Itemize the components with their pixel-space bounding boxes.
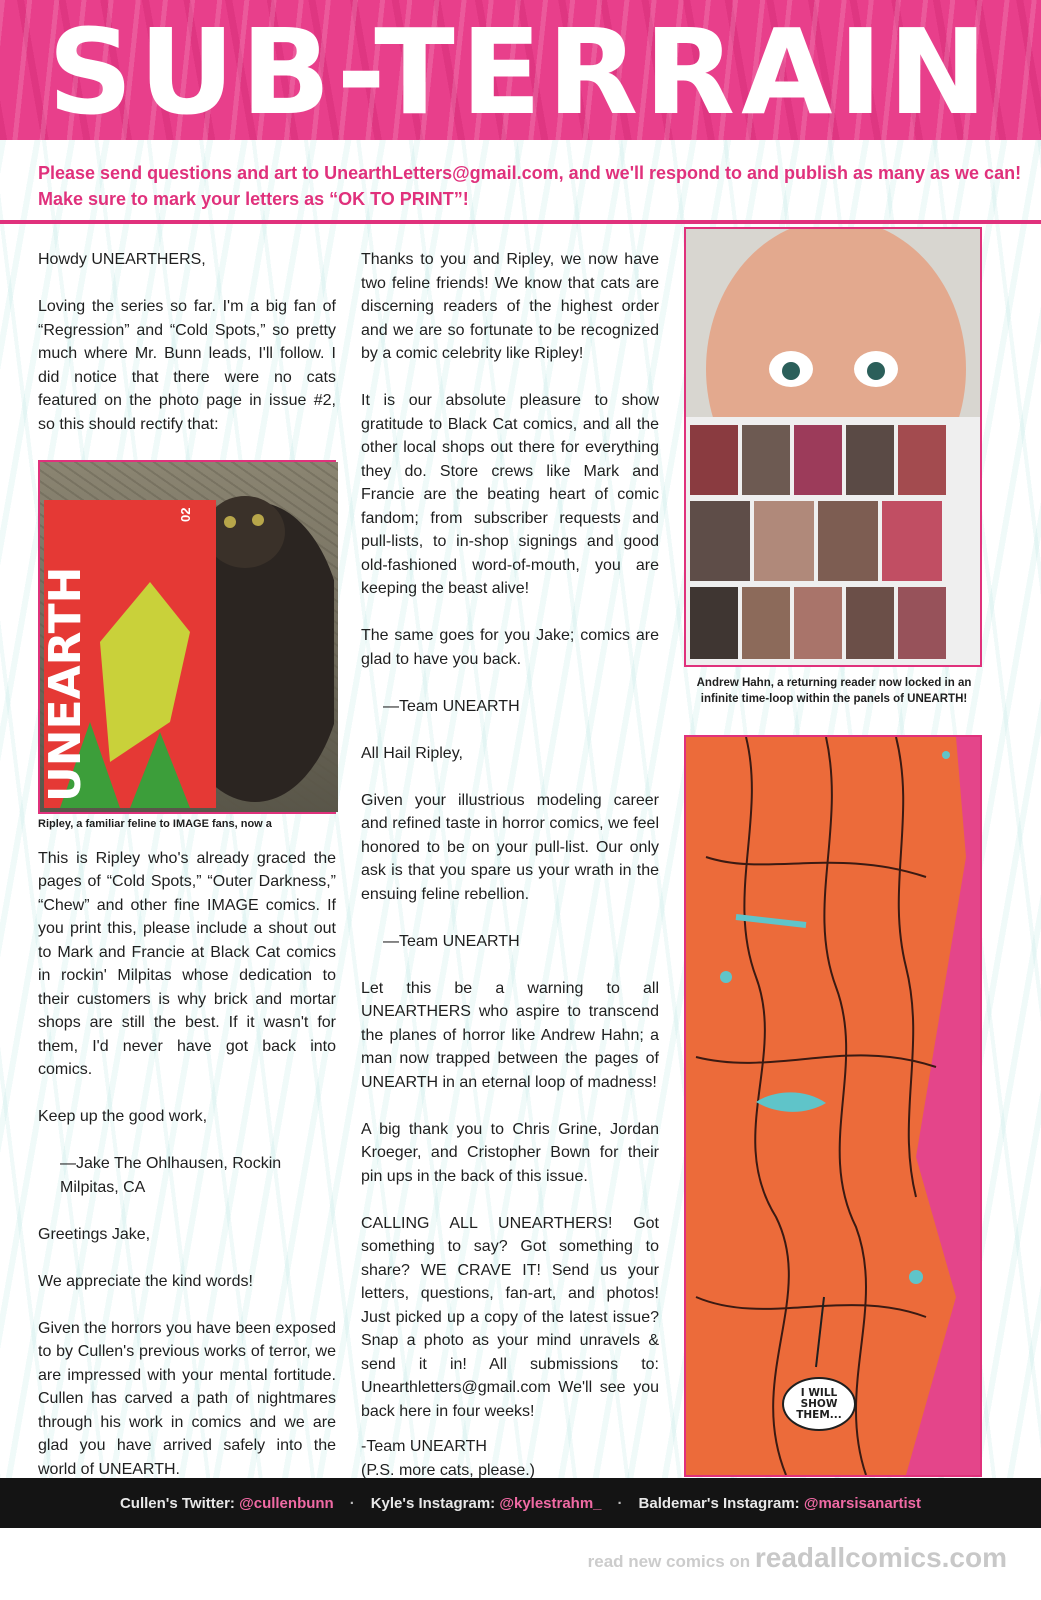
- watermark-site-name: readallcomics.com: [754, 1542, 1007, 1573]
- reply-paragraph: Let this be a warning to all UNEARTHERS who aspire to transcend the planes of horror like Andrew Hahn; a man now trapped between the pages of UNEARTH in an eternal loop of madness!: [361, 979, 659, 1091]
- instagram-label: Baldemar's Instagram:: [638, 1494, 800, 1512]
- reply-greeting: Greetings Jake,: [38, 1225, 151, 1243]
- letter-greeting: All Hail Ripley,: [361, 744, 463, 762]
- watermark-small-text: read new comics on: [587, 1552, 751, 1571]
- reply-paragraph: Thanks to you and Ripley, we now have two feline friends! We know that cats are discerning readers of the highest order and we are so fortunate to be recognized by a comic celebrity like Ripley!: [361, 251, 659, 362]
- speech-bubble: [782, 1377, 856, 1431]
- site-watermark: [588, 1542, 1007, 1574]
- closing-signature: -Team UNEARTH: [361, 1438, 487, 1455]
- instagram-label: Kyle's Instagram:: [370, 1494, 496, 1512]
- submission-info: [38, 160, 1022, 212]
- twitter-credit: [120, 1495, 334, 1512]
- letters-column-1: [38, 248, 336, 1505]
- reply-paragraph: Given the horrors you have been exposed to by Cullen's previous works of terror, we are impressed with your mental fortitude. Cullen has carved a path of nightmares through his work in comics and we are glad you have arrived safely into the world of UNEARTH.: [38, 1319, 336, 1478]
- social-footer: [0, 1478, 1041, 1528]
- submission-line-1: Please send questions and art to UnearthLetters@gmail.com, and we'll respond to and publish as many as we can!: [38, 163, 1022, 183]
- letter-paragraph: Loving the series so far. I'm a big fan of “Regression” and “Cold Spots,” so pretty much where Mr. Bunn leads, I'll follow. I did notice that there were no cats featured on the photo page in issue #2, so this should rectify that:: [38, 298, 336, 433]
- instagram-handle[interactable]: @marsisanartist: [803, 1494, 922, 1512]
- speech-bubble-line: THEM...: [796, 1408, 842, 1421]
- letters-column-2: [361, 248, 659, 1506]
- reply-paragraph: A big thank you to Chris Grine, Jordan Kroeger, and Cristopher Bown for their pin ups in the back of this issue.: [361, 1120, 659, 1185]
- submission-line-2: Make sure to mark your letters as “OK TO PRINT”!: [38, 189, 469, 209]
- footer-separator: ·: [349, 1494, 355, 1512]
- instagram-credit-kyle: [371, 1495, 602, 1512]
- instagram-credit-baldemar: [639, 1495, 922, 1512]
- creature-face-illustration: [686, 737, 980, 1475]
- cat-photo-frame: [38, 460, 336, 814]
- cat-with-comic-illustration: [40, 462, 334, 808]
- reply-paragraph: The same goes for you Jake; comics are glad to have you back.: [361, 627, 659, 668]
- letter-greeting: Howdy UNEARTHERS,: [38, 251, 206, 268]
- reader-with-comic-illustration: [686, 229, 980, 665]
- reply-paragraph: It is our absolute pleasure to show gratitude to Black Cat comics, and all the other local shops out there for everything they do. Store crews like Mark and Francie are the beating heart of comic fandom; from subscriber requests and pull-lists, to in-shop signings and good old-fashioned word-of-mouth, you are keeping the beast alive!: [361, 392, 659, 597]
- comic-art-panel: [684, 735, 982, 1477]
- call-to-action: CALLING ALL UNEARTHERS! Got something to say? Got something to share? WE CRAVE IT! Send us your letters, questions, fan-art, and photos! Just picked up a copy of the latest issue? Snap a photo as your mind unravels & send it in! All submissions to: Unearthletters@gmail.com We'll see you back here in four weeks!: [361, 1214, 659, 1420]
- letter-paragraph: This is Ripley who's already graced the pages of “Cold Spots,” “Outer Darkness,” “Chew” and other fine IMAGE comics. If you print this, please include a shout out to Mark and Francie at Black Cat comics in rockin' Milpitas whose dedication to their customers is why brick and mortar shops are still the best. If it wasn't for them, I'd never have got back into comics.: [38, 849, 336, 1078]
- masthead-banner: [0, 0, 1041, 140]
- instagram-handle[interactable]: @kylestrahm_: [499, 1494, 602, 1512]
- reply-paragraph: Given your illustrious modeling career and refined taste in horror comics, we feel honored to be on your pull-list. Our only ask is that you spare us your wrath in the ensuing feline rebellion.: [361, 791, 659, 903]
- reader-photo-caption: Andrew Hahn, a returning reader now locked in an infinite time-loop within the panels of UNEARTH!: [696, 677, 972, 705]
- reply-signature: —Team UNEARTH: [383, 932, 520, 950]
- reader-photo: [684, 227, 982, 667]
- letter-signature: —Jake The Ohlhausen, Rockin Milpitas, CA: [60, 1155, 282, 1196]
- cover-title: UNEARTH: [40, 566, 91, 802]
- twitter-label: Cullen's Twitter:: [119, 1494, 235, 1512]
- footer-separator: ·: [617, 1494, 623, 1512]
- reply-signature: —Team UNEARTH: [383, 697, 520, 715]
- twitter-handle[interactable]: @cullenbunn: [239, 1494, 334, 1512]
- header-divider: [0, 220, 1041, 224]
- letter-closing: Keep up the good work,: [38, 1108, 208, 1125]
- speech-bubble-line: SHOW: [800, 1397, 838, 1410]
- cover-issue-number: 02: [178, 507, 193, 522]
- cat-photo-caption: Ripley, a familiar feline to IMAGE fans, now a: [38, 817, 272, 830]
- reply-paragraph: We appreciate the kind words!: [38, 1272, 253, 1290]
- speech-bubble-line: I WILL: [800, 1386, 838, 1399]
- closing-postscript: (P.S. more cats, please.): [361, 1461, 535, 1479]
- masthead-title: SUB-TERRAIN: [47, 3, 994, 140]
- cat-photo: [40, 462, 338, 812]
